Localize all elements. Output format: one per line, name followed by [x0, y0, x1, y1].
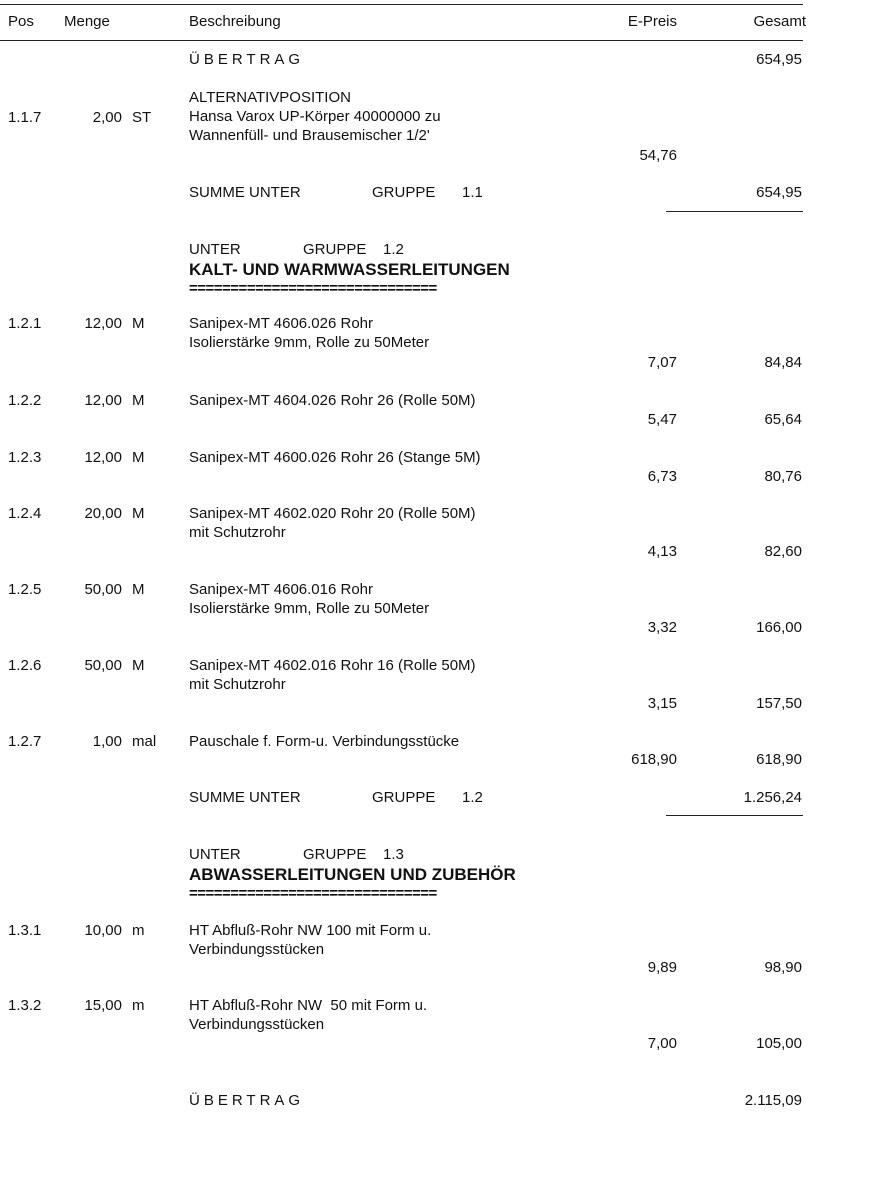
item-unit: m	[132, 922, 145, 939]
item-unit: M	[132, 392, 145, 409]
item-price: 3,15	[647, 695, 677, 712]
item-total: 157,50	[756, 695, 802, 712]
group-title: KALT- UND WARMWASSERLEITUNGEN	[189, 260, 510, 279]
uebertrag-bottom-label: ÜBERTRAG	[189, 1092, 305, 1109]
item-desc-line1: ALTERNATIVPOSITION	[189, 89, 351, 106]
item-unit: m	[132, 997, 145, 1014]
uebertrag-bottom-amount: 2.115,09	[744, 1092, 802, 1109]
sum-gruppe-num: 1.2	[462, 789, 483, 806]
item-pos: 1.2.4	[8, 505, 42, 522]
group-gruppe: GRUPPE	[303, 241, 367, 258]
item-qty: 50,00	[84, 581, 122, 598]
item-pos: 1.3.2	[8, 997, 42, 1014]
item-price: 54,76	[639, 147, 677, 164]
item-total: 84,84	[764, 354, 802, 371]
item-unit: M	[132, 449, 145, 466]
sum-gruppe: GRUPPE	[372, 184, 436, 201]
item-pos: 1.2.1	[8, 315, 42, 332]
item-desc-line1: Sanipex-MT 4606.016 Rohr	[189, 581, 373, 598]
group-num: 1.3	[383, 846, 404, 863]
item-desc-line1: Sanipex-MT 4600.026 Rohr 26 (Stange 5M)	[189, 449, 481, 466]
group-gruppe: GRUPPE	[303, 846, 367, 863]
item-total: 166,00	[756, 619, 802, 636]
item-desc-line1: Sanipex-MT 4604.026 Rohr 26 (Rolle 50M)	[189, 392, 476, 409]
col-header-pos: Pos	[8, 13, 34, 30]
group-separator: ==============================	[189, 280, 437, 297]
sum-gruppe: GRUPPE	[372, 789, 436, 806]
item-price: 3,32	[647, 619, 677, 636]
item-total: 65,64	[764, 411, 802, 428]
item-pos: 1.2.2	[8, 392, 42, 409]
item-unit: ST	[132, 109, 152, 126]
item-total: 98,90	[764, 959, 802, 976]
item-desc-line2: Hansa Varox UP-Körper 40000000 zu	[189, 108, 441, 125]
col-header-menge: Menge	[64, 13, 110, 30]
item-desc-line1: HT Abfluß-Rohr NW 50 mit Form u.	[189, 997, 428, 1014]
item-pos: 1.3.1	[8, 922, 42, 939]
uebertrag-top-amount: 654,95	[756, 51, 802, 68]
item-price: 618,90	[631, 751, 677, 768]
col-header-beschreibung: Beschreibung	[189, 13, 281, 30]
item-price: 5,47	[647, 411, 677, 428]
item-total: 105,00	[756, 1035, 802, 1052]
item-price: 7,07	[647, 354, 677, 371]
item-desc-line3: Wannenfüll- und Brausemischer 1/2'	[189, 127, 430, 144]
item-price: 6,73	[647, 468, 677, 485]
item-price: 9,89	[647, 959, 677, 976]
uebertrag-top-label: ÜBERTRAG	[189, 51, 305, 68]
item-unit: mal	[132, 733, 157, 750]
item-qty: 20,00	[84, 505, 122, 522]
item-qty: 12,00	[84, 315, 122, 332]
item-unit: M	[132, 657, 145, 674]
item-desc-line2: Isolierstärke 9mm, Rolle zu 50Meter	[189, 600, 430, 617]
col-header-gesamt: Gesamt	[753, 13, 806, 30]
item-total: 618,90	[756, 751, 802, 768]
item-desc-line2: Verbindungsstücken	[189, 1016, 325, 1033]
group-separator: ==============================	[189, 885, 437, 902]
item-pos: 1.2.7	[8, 733, 42, 750]
item-total: 82,60	[764, 543, 802, 560]
item-pos: 1.2.6	[8, 657, 42, 674]
sum-label: SUMME UNTER	[189, 789, 301, 806]
item-desc-line1: Sanipex-MT 4606.026 Rohr	[189, 315, 373, 332]
item-qty: 10,00	[84, 922, 122, 939]
item-qty: 50,00	[84, 657, 122, 674]
item-desc-line1: Sanipex-MT 4602.016 Rohr 16 (Rolle 50M)	[189, 657, 476, 674]
item-pos: 1.2.3	[8, 449, 42, 466]
item-desc-line1: HT Abfluß-Rohr NW 100 mit Form u.	[189, 922, 432, 939]
header-bottom-rule	[0, 40, 803, 41]
item-pos: 1.2.5	[8, 581, 42, 598]
sum-underline	[666, 815, 803, 816]
item-desc-line2: mit Schutzrohr	[189, 524, 286, 541]
item-qty: 12,00	[84, 449, 122, 466]
sum-label: SUMME UNTER	[189, 184, 301, 201]
sum-amount: 1.256,24	[743, 789, 802, 806]
item-pos: 1.1.7	[8, 109, 42, 126]
item-desc-line2: Verbindungsstücken	[189, 941, 325, 958]
group-unter: UNTER	[189, 846, 241, 863]
item-total: 80,76	[764, 468, 802, 485]
item-qty: 1,00	[92, 733, 122, 750]
item-desc-line1: Pauschale f. Form-u. Verbindungsstücke	[189, 733, 460, 750]
item-unit: M	[132, 505, 145, 522]
item-qty: 2,00	[92, 109, 122, 126]
group-num: 1.2	[383, 241, 404, 258]
sum-gruppe-num: 1.1	[462, 184, 483, 201]
item-desc-line2: mit Schutzrohr	[189, 676, 286, 693]
item-price: 7,00	[647, 1035, 677, 1052]
header-top-rule	[0, 4, 803, 5]
item-price: 4,13	[647, 543, 677, 560]
group-title: ABWASSERLEITUNGEN UND ZUBEHÖR	[189, 865, 516, 884]
item-desc-line1: Sanipex-MT 4602.020 Rohr 20 (Rolle 50M)	[189, 505, 476, 522]
sum-amount: 654,95	[756, 184, 802, 201]
item-qty: 15,00	[84, 997, 122, 1014]
item-qty: 12,00	[84, 392, 122, 409]
item-desc-line2: Isolierstärke 9mm, Rolle zu 50Meter	[189, 334, 430, 351]
col-header-epreis: E-Preis	[627, 13, 677, 30]
group-unter: UNTER	[189, 241, 241, 258]
item-unit: M	[132, 315, 145, 332]
sum-underline	[666, 211, 803, 212]
item-unit: M	[132, 581, 145, 598]
